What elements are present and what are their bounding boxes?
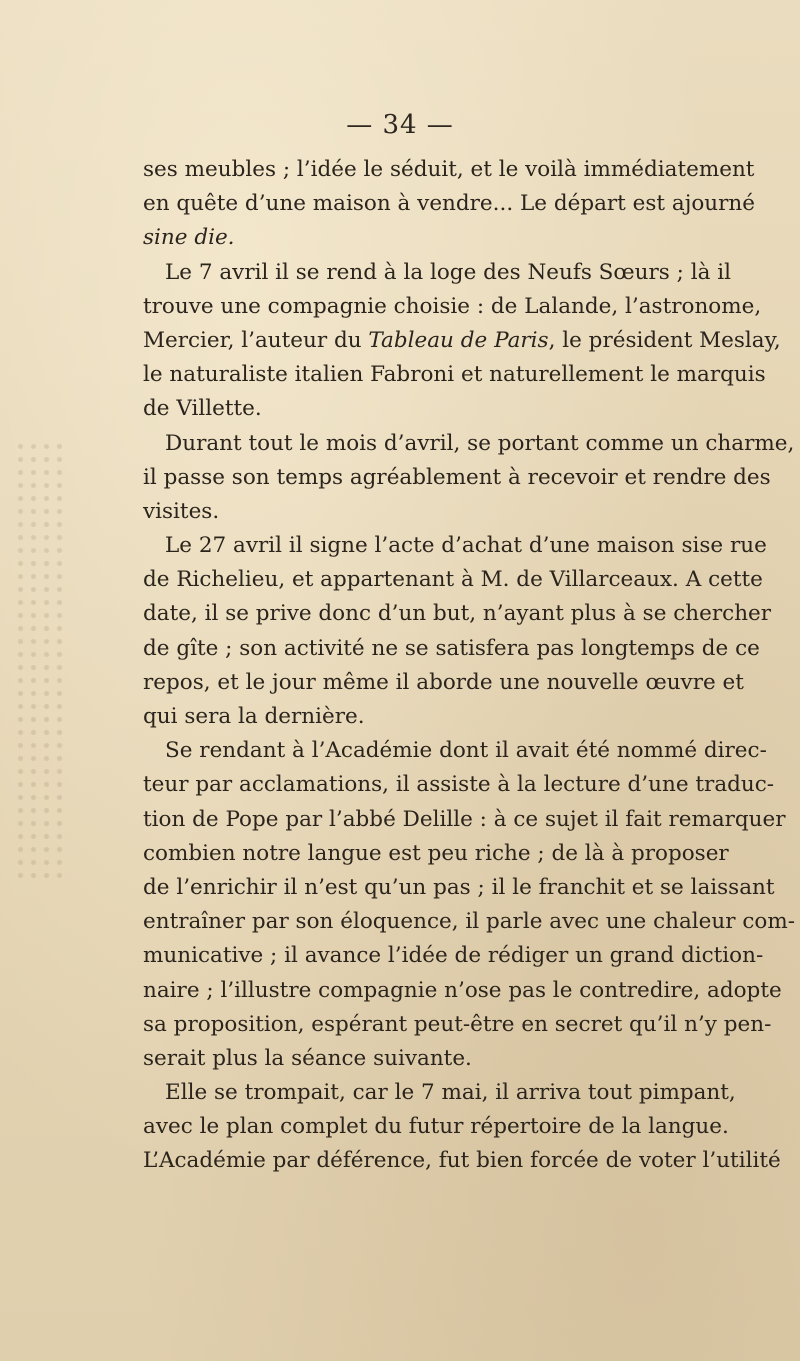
text-line: visites.	[143, 498, 220, 524]
text-line: avec le plan complet du futur répertoire de la langue.	[143, 1114, 729, 1140]
text-line: qui sera la dernière.	[143, 704, 365, 729]
text-line: L’Académie par déférence, fut bien forcée de voter l’utilité	[143, 1148, 781, 1174]
text-line: de gîte ; son activité ne se satisfera pas longtemps de ce	[143, 635, 760, 661]
text-line: municative ; il avance l’idée de rédiger un grand diction-	[143, 943, 764, 969]
text-line: en quête d’une maison à vendre... Le départ est ajourné	[143, 191, 756, 217]
text-line: le naturaliste italien Fabroni et naturellement le marquis	[143, 362, 766, 388]
show-through-ornament	[14, 440, 70, 880]
book-title: Tableau de Paris	[368, 327, 549, 353]
text-line: de Richelieu, et appartenant à M. de Villarceaux. A cette	[143, 567, 763, 593]
text-line: repos, et le jour même il aborde une nouvelle œuvre et	[143, 669, 744, 695]
text-line: Mercier, l’auteur du Tableau de Paris, le président Meslay,	[143, 327, 781, 353]
text-line: teur par acclamations, il assiste à la lecture d’une traduc-	[143, 772, 775, 798]
text-line: trouve une compagnie choisie : de Lalande, l’astronome,	[143, 293, 762, 319]
text-line: de Villette.	[143, 396, 262, 422]
text-line: entraîner par son éloquence, il parle avec une chaleur com-	[143, 909, 795, 935]
text-line: sine die.	[143, 225, 235, 251]
text-line: sa proposition, espérant peut-être en secret qu’il n’y pen-	[143, 1011, 772, 1037]
text-line: date, il se prive donc d’un but, n’ayant plus à se chercher	[143, 601, 772, 627]
text-line: il passe son temps agréablement à recevoir et rendre des	[143, 464, 771, 490]
text-line: Elle se trompait, car le 7 mai, il arriva tout pimpant,	[165, 1080, 736, 1106]
text-line: Durant tout le mois d’avril, se portant comme un charme,	[165, 430, 795, 456]
text-line: naire ; l’illustre compagnie n’ose pas le contredire, adopte	[143, 977, 782, 1003]
text-line: ses meubles ; l’idée le séduit, et le voilà immédiatement	[143, 157, 755, 182]
text-line: tion de Pope par l’abbé Delille : à ce sujet il fait remarquer	[143, 806, 786, 832]
text-line: Se rendant à l’Académie dont il avait été nommé direc-	[165, 738, 767, 764]
text-line: de l’enrichir il n’est qu’un pas ; il le franchit et se laissant	[143, 874, 775, 900]
body-text	[143, 153, 795, 1179]
text-line: Le 27 avril il signe l’acte d’achat d’une maison sise rue	[165, 533, 767, 559]
text-line: serait plus la séance suivante.	[143, 1045, 472, 1071]
page-number: — 34 —	[346, 110, 454, 140]
text-line: combien notre langue est peu riche ; de là à proposer	[143, 840, 729, 866]
text-line: Le 7 avril il se rend à la loge des Neufs Sœurs ; là il	[165, 259, 732, 285]
